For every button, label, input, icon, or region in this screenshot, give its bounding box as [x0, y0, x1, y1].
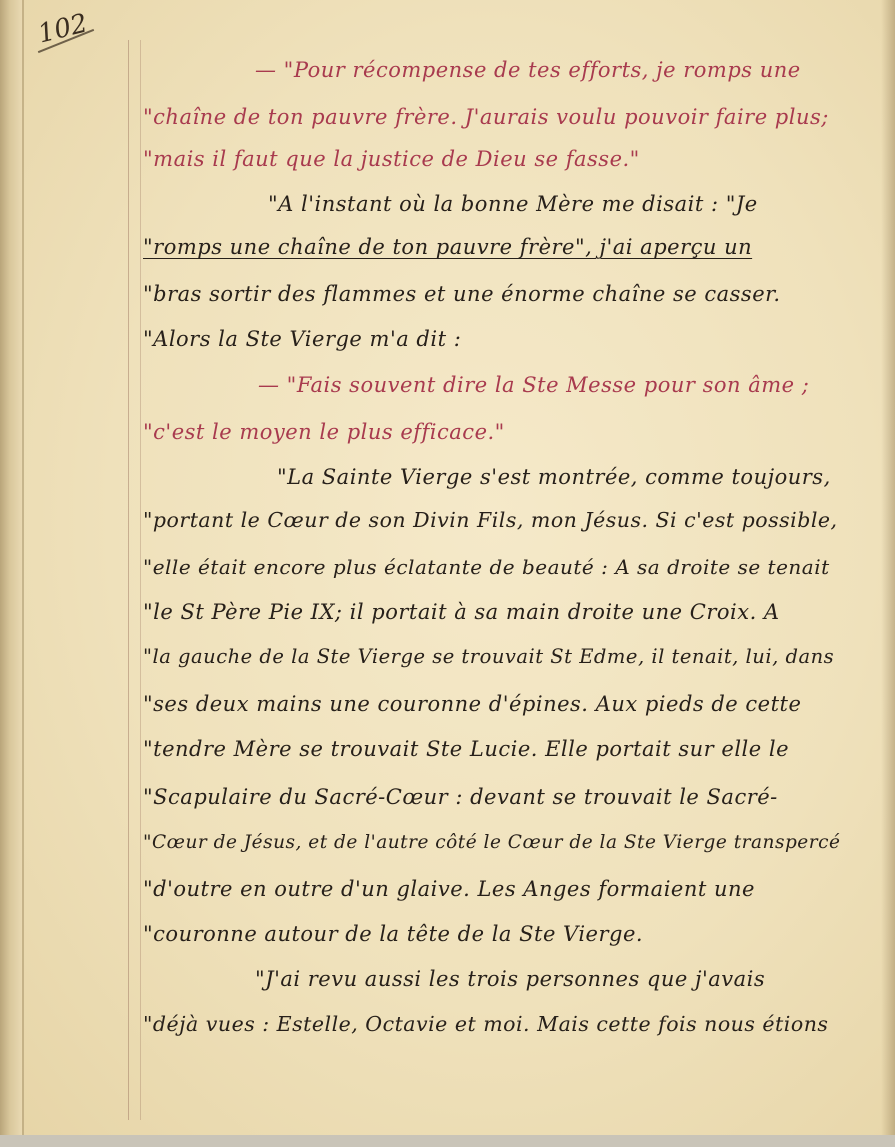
text-line: "la gauche de la Ste Vierge se trouvait St Edme, il tenait, lui, dans	[143, 645, 835, 668]
text-line: "J'ai revu aussi les trois personnes que j'avais	[255, 967, 766, 991]
margin-rule-inner	[140, 40, 141, 1120]
page-right-edge	[881, 0, 895, 1147]
text-line: "romps une chaîne de ton pauvre frère", j'ai aperçu un	[143, 235, 753, 259]
text-line: "chaîne de ton pauvre frère. J'aurais voulu pouvoir faire plus;	[143, 105, 829, 129]
text-line: "La Sainte Vierge s'est montrée, comme toujours,	[277, 465, 831, 489]
text-line: "A l'instant où la bonne Mère me disait : "Je	[268, 192, 758, 216]
margin-rule	[128, 40, 129, 1120]
text-line: "bras sortir des flammes et une énorme chaîne se casser.	[143, 282, 781, 306]
text-line: "mais il faut que la justice de Dieu se fasse."	[143, 147, 640, 171]
text-line: "portant le Cœur de son Divin Fils, mon Jésus. Si c'est possible,	[143, 508, 838, 532]
text-line: "ses deux mains une couronne d'épines. Aux pieds de cette	[143, 692, 802, 716]
text-line: "Alors la Ste Vierge m'a dit :	[143, 327, 462, 351]
text-line: "d'outre en outre d'un glaive. Les Anges formaient une	[143, 877, 755, 901]
text-line: "elle était encore plus éclatante de beauté : A sa droite se tenait	[143, 555, 830, 579]
text-line: — "Fais souvent dire la Ste Messe pour son âme ;	[258, 373, 810, 397]
text-line: "Cœur de Jésus, et de l'autre côté le Cœur de la Ste Vierge transpercé	[143, 832, 841, 853]
text-line: "tendre Mère se trouvait Ste Lucie. Elle portait sur elle le	[143, 737, 790, 761]
text-line: "déjà vues : Estelle, Octavie et moi. Mais cette fois nous étions	[143, 1012, 829, 1036]
page-number: 102	[35, 8, 91, 50]
text-line: "c'est le moyen le plus efficace."	[143, 420, 505, 444]
text-line: "le St Père Pie IX; il portait à sa main droite une Croix. A	[143, 600, 780, 624]
text-line: — "Pour récompense de tes efforts, je romps une	[255, 58, 801, 82]
scan-border	[0, 1135, 895, 1147]
text-line: "Scapulaire du Sacré-Cœur : devant se trouvait le Sacré-	[143, 785, 778, 809]
text-line: "couronne autour de la tête de la Ste Vierge.	[143, 922, 644, 946]
binding-edge	[22, 0, 24, 1147]
binding-gutter	[0, 0, 22, 1147]
